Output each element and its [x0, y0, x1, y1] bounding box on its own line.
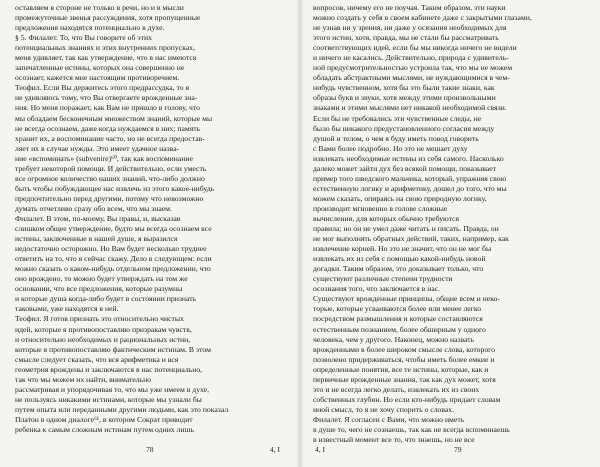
- text-line: предпочтительно перед другими, потому что невозможно: [15, 193, 204, 203]
- text-line: Платон в одном диалоге⁶¹, в котором Сократ приводит: [15, 414, 193, 424]
- text-line: путем опыта или переданными другими людьми, как это показал: [15, 404, 229, 414]
- text-line: запечатленные истины, которых она совершенно не: [15, 63, 185, 73]
- text-line: позволено придерживаться, чтобы иметь более емкие и: [313, 354, 495, 364]
- text-line: посредством размышления и которые составляются: [313, 314, 483, 324]
- text-line: было бы никакого предустановленного согласия между: [313, 123, 495, 133]
- text-line: ребенка к самым сложным истинам путем одних лишь: [15, 424, 194, 434]
- text-line: не всегда осознаем, даже когда нуждаемся в них; память: [15, 123, 201, 133]
- text-line: не узнав ни у зрения, ни даже у осязания необходимых для: [313, 23, 507, 33]
- text-line: душой и телом, о чем я буду иметь повод говорить: [313, 133, 479, 143]
- text-line: не удивляюсь тому, что Вы отвергаете врожденные зна-: [15, 93, 198, 103]
- text-line: извлекать необходимые истины из себя самого. Насколько: [313, 153, 504, 163]
- text-line: торые, которые усваиваются более или менее легко: [313, 304, 482, 314]
- text-line: знаками и этими мыслями нет никакой необходимой связи.: [313, 103, 507, 113]
- text-line: это и не всегда легко делать, извлекать их из своих: [313, 384, 480, 394]
- text-line: потенциальных знаниях и этих внутренних пропусках,: [15, 43, 195, 53]
- text-line: Существуют врожденные принципы, общие всем и неко-: [313, 294, 500, 304]
- text-line: и ничего не касались. Действительно, природа с удивитель-: [313, 53, 509, 63]
- text-line: предложения находятся потенциально в духе.: [15, 23, 165, 33]
- text-line: геометрия врождены и заключаются в нас потенциально,: [15, 364, 203, 374]
- text-line: с Вами более подробно. Но это не мешает духу: [313, 143, 468, 153]
- text-line: существуют различные степени трудности: [313, 274, 453, 284]
- text-line: извлекать их из себя с помощью какой-нибудь новой: [313, 254, 486, 264]
- right-page: [300, 0, 600, 467]
- text-line: осознания того, что заключается в нас.: [313, 284, 441, 294]
- text-line: в душе то, чего не сознаешь, так как не всегда вспоминаешь: [313, 424, 510, 434]
- text-line: в известный момент все то, что знаешь, но не все: [313, 435, 475, 445]
- text-line: слишком общее утверждение, будто мы всегда осознаем все: [15, 224, 212, 234]
- left-page-text: [15, 3, 289, 435]
- text-line: промежуточные звенья рассуждения, хотя пропущенные: [15, 13, 201, 23]
- text-line: так что мы можем их найти, внимательно: [15, 374, 152, 384]
- text-line: которые я противопоставляю фактическим истинам. В этом: [15, 344, 211, 354]
- text-line: рассматривая и упорядочивая то, что мы уже имеем в духе,: [15, 384, 210, 394]
- text-line: ние «вспоминать» (subvenire)⁶⁰, так как воспоминание: [15, 153, 193, 163]
- text-line: вопросов, ничему его не поучая. Таким образом, эти науки: [313, 3, 506, 12]
- text-line: извлечение корней. Но это не значит, что он не мог бы: [313, 244, 492, 254]
- text-line: и относительно необходимых и рациональных истин,: [15, 334, 191, 344]
- text-line: можно создать у себя в своем кабинете даже с закрытыми глазами,: [313, 13, 532, 23]
- text-line: можем сказать, опираясь на свою природную логику,: [313, 193, 487, 203]
- text-line: нибудь чувственном, хотя бы это были такие знаки, как: [313, 83, 495, 93]
- text-line: врожденными в более широком смысле слова, которого: [313, 344, 495, 354]
- text-line: истины, заключенные в нашей душе, я выразился: [15, 234, 178, 244]
- text-line: Филалет. В этом, по-моему, Вы правы, и, высказав: [15, 213, 181, 223]
- text-line: быть чтобы побуждающее нас извлечь из этого какое-нибудь: [15, 183, 215, 193]
- text-line: меня удивляет, так как утверждение, что в нас имеются: [15, 53, 197, 63]
- text-line: осознает, кажется мне настоящим противоречием.: [15, 73, 180, 83]
- text-line: недостаточно осторожно. Но Вам будет несколько труднее: [15, 244, 207, 254]
- text-line: образы букв и звуки, хотя между этими произвольными: [313, 93, 496, 103]
- text-line: думать отчетливо сразу обо всем, что мы знаем.: [15, 203, 172, 213]
- text-line: собственных глубин. Но если кто-нибудь придает словам: [313, 394, 501, 404]
- text-line: § 5. Филалет. То, что Вы говорите об этих: [15, 33, 152, 43]
- text-line: идей, которые я противопоставляю призракам чувств,: [15, 324, 192, 334]
- text-line: производит мгновенно в голове сложные: [313, 203, 448, 213]
- text-line: далеко может зайти дух без всякой помощи, показывает: [313, 163, 496, 173]
- left-page-number: 78: [146, 445, 154, 454]
- text-line: естественную логику и арифметику, дошел до того, что мы: [313, 183, 507, 193]
- text-line: оно врождено, то можно будет утверждать на том же: [15, 274, 188, 284]
- text-line: все огромное количество наших знаний, что-либо должно: [15, 173, 205, 183]
- text-line: таковыми, уже находятся в ней.: [15, 304, 119, 314]
- text-line: не мог выполнять обратных действий, таких, например, как: [313, 234, 509, 244]
- right-page-number: 79: [454, 445, 462, 454]
- text-line: этого истин, хотя, правда, мы не стали бы рассматривать: [313, 33, 499, 43]
- text-line: смысле следует сказать, что вся арифметика и вся: [15, 354, 179, 364]
- text-line: ния. Но меня поражает, как Вам не пришло в голову, что: [15, 103, 200, 113]
- text-line: Теофил. Если Вы держитесь этого предрассудка, то я: [15, 83, 190, 93]
- right-page-text: [313, 3, 588, 445]
- text-line: естественным познанием, более обширным у одного: [313, 324, 486, 334]
- text-line: требует некоторой помощи. И действительно, если уместь: [15, 163, 207, 173]
- right-page-signature: 4, I: [315, 445, 325, 454]
- text-line: Филалет. Я согласен с Вами, что можно иметь: [313, 414, 465, 424]
- text-line: иной смысл, то я не хочу спорить о словах.: [313, 404, 455, 414]
- text-line: можно сказать о каком-нибудь отдельном предложении, что: [15, 264, 211, 274]
- text-line: пример того шведского мальчика, который, упражняя свою: [313, 173, 507, 183]
- text-line: правила; но он не умел даже читать и писать. Правда, он: [313, 224, 499, 234]
- text-line: обладать абстрактными мыслями, не нуждающимися в чем-: [313, 73, 510, 83]
- text-line: соответствующих идей, если бы мы никогда ничего не видели: [313, 43, 517, 53]
- text-line: Если бы не требовались эти чувственные следы, не: [313, 113, 482, 123]
- text-line: определенные понятия, все те истины, которые, как и: [313, 364, 489, 374]
- text-line: человека, чем у другого. Наконец, можно назвать: [313, 334, 475, 344]
- text-line: оставляем в стороне не только в речи, но и в мысли: [15, 3, 184, 12]
- text-line: и которые душа когда-либо будет в состоянии признать: [15, 294, 197, 304]
- text-line: основании, что все предложения, которые разумны: [15, 284, 183, 294]
- text-line: хранит их, а воспоминание часто, но не всегда предостав-: [15, 133, 205, 143]
- text-line: ляет их в случае нужды. Это имеет удачное назва-: [15, 143, 180, 153]
- text-line: первичные врожденные знания, так как дух может, хотя: [313, 374, 496, 384]
- text-line: мы обладаем бесконечным множеством знаний, которые мы: [15, 113, 213, 123]
- left-page-signature: 4, I: [270, 445, 280, 454]
- text-line: ответить на то, что я сейчас скажу. Дело в следующем: если: [15, 254, 212, 264]
- text-line: Теофил. Я готов признать это относительно чистых: [15, 314, 184, 324]
- text-line: не пользуясь никакими истинами, которые мы узнали бы: [15, 394, 202, 404]
- text-line: догадки. Таким образом, это доказывает только, что: [313, 264, 484, 274]
- text-line: ной предусмотрительностью устроила так, что мы не можем: [313, 63, 513, 73]
- text-line: вычисления, для которых обычно требуются: [313, 213, 460, 223]
